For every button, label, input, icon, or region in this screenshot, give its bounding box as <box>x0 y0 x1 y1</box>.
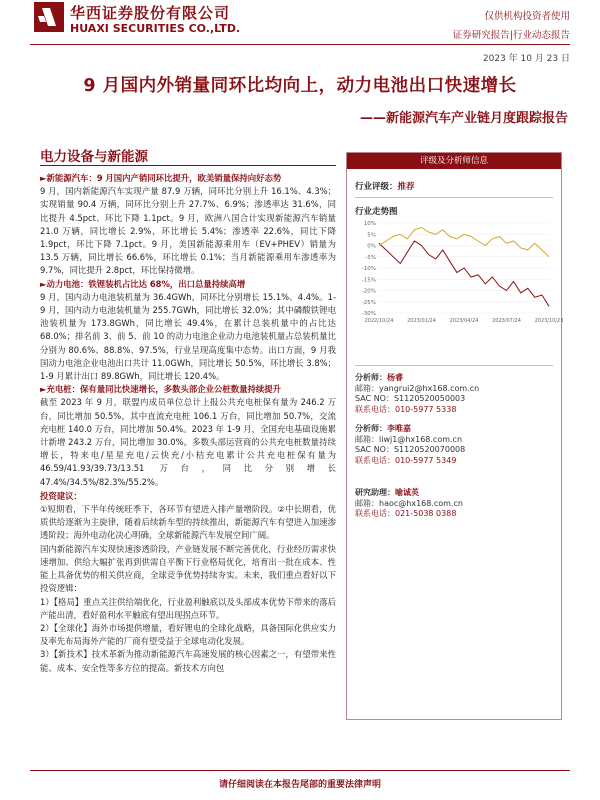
y-tick-label: 10% <box>363 221 376 227</box>
sidebar-divider-2 <box>355 365 553 366</box>
section-text-nev: 9 月，国内新能源汽车实现产量 87.9 万辆，同环比分别上升 16.1%、4.3%；实现销量 90.4 万辆，同环比分别上升 27.7%、6.9%；渗透率达 31.6%，同比提升 4.5pct、环比下降 1.1pct。9 月，欧洲八国合计实现新能源汽车销量 21.0 万辆，同比增长 2.9%，环比增长 5.4%；渗透率 22.6%，同比下降 1.9pct，环比下降 7.1pct。9 月，美国新能源乘用车（EV+PHEV）销量为 13.5 万辆，同比增长 66.6%，环比增长 0.1%；当月新能源乘用车渗透率为 9.7%，同比提升 2.8pct，环比保持微增。 <box>40 186 336 276</box>
analyst-sidebar <box>346 152 562 720</box>
analyst-phone: 联系电话：021-5038 0388 <box>355 509 457 518</box>
footer-divider <box>30 770 570 771</box>
legal-notice: 请仔细阅读在本报告尾部的重要法律声明 <box>218 780 381 790</box>
main-content <box>40 172 336 675</box>
analyst-phone: 联系电话：010-5977 5349 <box>355 455 457 465</box>
analyst-email: 邮箱：yangrui2@hx168.com.cn <box>355 383 480 393</box>
report-date: 2023 年 10 月 23 日 <box>482 54 570 64</box>
x-tick-label: 2022/10/24 <box>364 318 394 324</box>
industry-rating <box>355 180 415 192</box>
company-name-cn: 华西证券股份有限公司 <box>70 4 231 22</box>
y-tick-label: -25% <box>361 299 376 306</box>
advice-item-1: 1）【格局】重点关注供给端优化，行业盈利触底以及头部成本优势下带来的落后产能出清，看好盈利水平触底有望出现拐点环节。 <box>40 596 336 620</box>
header-divider <box>30 44 570 45</box>
section-text-battery: 9 月，国内动力电池装机量为 36.4GWh，同环比分别增长 15.1%、4.4%。1-9 月，国内动力电池装机量为 255.7GWh，同比增长 32.0%；其中磷酸铁锂电池装机量为 173.8GWh，同比增长 49.4%，在累计总装机量中的占比达 68.0%；排名前 3、前 5、前 10 的动力电池企业动力电池装机量占总装机量比分别为 80.6%、88.8%、97.5%，行业呈现高度集中态势。出口方面，9 月我国动力电池企业电池出口共计 11.0GWh，同比增长 50.5%，环比增长 3.8%；1-9 月累计出口 89.8GWh，同比增长 120.4%。 <box>40 291 336 382</box>
y-tick-label: -20% <box>361 288 376 295</box>
analyst-sac: SAC NO：S1120520070008 <box>355 445 466 454</box>
y-tick-label: 5% <box>367 232 376 239</box>
analyst-name: 喻诚英 <box>395 488 419 497</box>
report-category: 证券研究报告|行业动态报告 <box>452 30 570 41</box>
section-heading-nev: ►新能源汽车：9 月国内产销同环比提升，欧美销量保持向好态势 <box>40 173 282 183</box>
advice-intro: ①短期看，下半年传统旺季下，各环节有望进入排产量增阶段。②中长期看，优质供给逐渐为主旋律，随着后续新车型的持续推出，新能源汽车有望进入加速渗透阶段；海外电动化决心明确，全球新能源汽车发展空间广阔。 <box>40 504 336 541</box>
x-tick-label: 2023/04/24 <box>449 318 479 324</box>
chart-title: 行业走势图 <box>355 207 398 217</box>
rating-value: 推荐 <box>397 182 415 192</box>
x-tick-label: 2023/01/24 <box>407 318 436 324</box>
analyst-role: 分析师：杨睿 <box>355 373 403 382</box>
analyst-phone: 联系电话：010-5977 5338 <box>355 404 457 414</box>
y-tick-label: -15% <box>361 277 376 284</box>
company-logo <box>34 2 64 32</box>
analyst-sac: SAC NO：S1120520050003 <box>355 394 466 403</box>
sidebar-divider <box>355 197 553 198</box>
analyst-name: 李唯嘉 <box>387 424 411 433</box>
analyst-role: 分析师：李唯嘉 <box>355 424 411 433</box>
analyst-email: 邮箱：liwj1@hx168.com.cn <box>355 434 463 444</box>
rating-label: 行业评级： <box>355 182 398 192</box>
y-tick-label: -10% <box>361 266 376 272</box>
analyst-block-1 <box>355 373 555 415</box>
industry-divider <box>40 165 336 166</box>
industry-trend-chart <box>353 217 564 335</box>
y-tick-label: 0% <box>367 243 376 250</box>
sidebar-header: 评级及分析师信息 <box>347 153 561 169</box>
advice-paragraph: 国内新能源汽车实现快速渗透阶段，产业链发展不断完善优化，行业经历需求快速增加、供给大幅扩张再到供需自平衡下行业格局优化，培育出一批在成本、性能上具备优势的相关供应商，全球竞争优势持续夯实。未来，我们重点看好以下投资逻辑： <box>40 543 336 594</box>
advice-item-3: 3）【新技术】技术革新为推动新能源汽车高速发展的核心因素之一，有望带来性能、成本、安全性等多方位的提高。新技术方向包 <box>40 649 336 673</box>
report-title: 9 月国内外销量同环比均向上，动力电池出口快速增长 <box>83 76 517 96</box>
section-text-charging: 截至 2023 年 9 月，联盟内成员单位总计上报公共充电桩保有量为 246.2 万台，同比增加 50.5%，其中直流充电桩 106.1 万台，同比增加 50.7%，交流充电桩 140.0 万台，同比增加 50.4%。2023 年 1-9 月，全国充电基础设施累计新增 243.2 万台，同比增加 30.0%。多数头部运营商的公共充电桩数量持续增长，特来电/星星充电/云快充/小桔充电累计公共充电桩保有量为 46.59/41.93/39.73/13.51 万台，同比分别增长 47.4%/34.5%/82.3%/55.2%。 <box>40 397 336 487</box>
advice-heading: 投资建议： <box>40 490 82 501</box>
series-line-沪深300 <box>379 228 549 257</box>
report-subtitle: ——新能源汽车产业链月度跟踪报告 <box>359 111 568 126</box>
company-name-en: HUAXI SECURITIES CO.,LTD. <box>70 22 241 35</box>
analyst-email: 邮箱：haoc@hx168.com.cn <box>355 498 463 508</box>
industry-label: 电力设备与新能源 <box>40 149 148 165</box>
series-line-电力设备 <box>379 241 549 306</box>
analyst-role: 研究助理：喻诚英 <box>355 488 419 497</box>
advice-item-2: 2）【全球化】海外市场提供增量，看好锂电的全球化战略，具备国际化供应实力及率先布局海外产能的厂商有望受益于全球电动化发展。 <box>40 622 336 647</box>
analyst-name: 杨睿 <box>387 373 403 382</box>
x-tick-label: 2023/07/24 <box>492 318 521 324</box>
section-heading-battery: ►动力电池：铁锂装机占比达 68%，出口总量持续高增 <box>40 278 246 289</box>
y-tick-label: -30% <box>361 311 376 317</box>
analyst-block-3 <box>355 488 555 520</box>
section-heading-charging: ►充电桩：保有量同比快速增长，多数头部企业公桩数量持续提升 <box>40 384 281 395</box>
audience-tag: 仅供机构投资者使用 <box>484 11 570 22</box>
x-tick-label: 2023/10/23 <box>534 318 564 324</box>
analyst-block-2 <box>355 424 555 466</box>
y-tick-label: -5% <box>365 254 376 261</box>
